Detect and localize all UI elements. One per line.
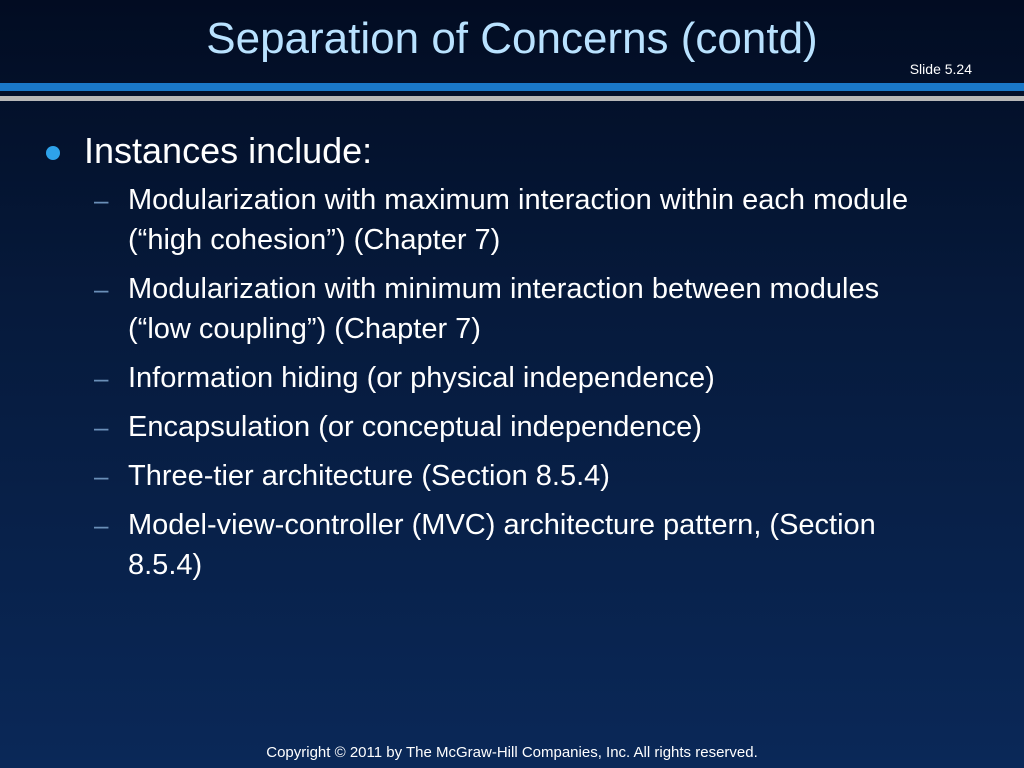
header-divider xyxy=(0,96,1024,101)
dash-bullet-icon: – xyxy=(94,510,109,540)
sub-bullet-text: Encapsulation (or conceptual independence) xyxy=(128,411,702,443)
dash-bullet-icon: – xyxy=(94,461,109,491)
sub-bullet-text: Modularization with maximum interaction within each module (“high cohesion”) (Chapter 7) xyxy=(128,184,909,256)
sub-bullet-text: Model-view-controller (MVC) architecture pattern, (Section 8.5.4) xyxy=(128,509,876,581)
sub-bullet-list xyxy=(46,180,946,585)
sub-bullet-text: Information hiding (or physical independence) xyxy=(128,362,715,394)
sub-bullet-item xyxy=(94,505,946,585)
sub-bullet-item xyxy=(94,407,946,447)
dash-bullet-icon: – xyxy=(94,412,109,442)
dash-bullet-icon: – xyxy=(94,363,109,393)
sub-bullet-text: Three-tier architecture (Section 8.5.4) xyxy=(128,460,610,492)
sub-bullet-item xyxy=(94,180,946,260)
slide-title: Separation of Concerns (contd) xyxy=(206,14,818,63)
bullet-dot-icon xyxy=(46,146,60,160)
dash-bullet-icon: – xyxy=(94,274,109,304)
main-bullet-text: Instances include: xyxy=(84,130,373,171)
main-bullet xyxy=(46,128,946,174)
slide-number: Slide 5.24 xyxy=(909,61,972,77)
sub-bullet-text: Modularization with minimum interaction between modules (“low coupling”) (Chapter 7) xyxy=(128,273,880,345)
dash-bullet-icon: – xyxy=(94,185,109,215)
slide-body xyxy=(46,128,946,594)
sub-bullet-item xyxy=(94,456,946,496)
copyright-footer: Copyright © 2011 by The McGraw-Hill Companies, Inc. All rights reserved. xyxy=(266,744,758,761)
header-accent-band xyxy=(0,83,1024,91)
sub-bullet-item xyxy=(94,269,946,349)
sub-bullet-item xyxy=(94,358,946,398)
